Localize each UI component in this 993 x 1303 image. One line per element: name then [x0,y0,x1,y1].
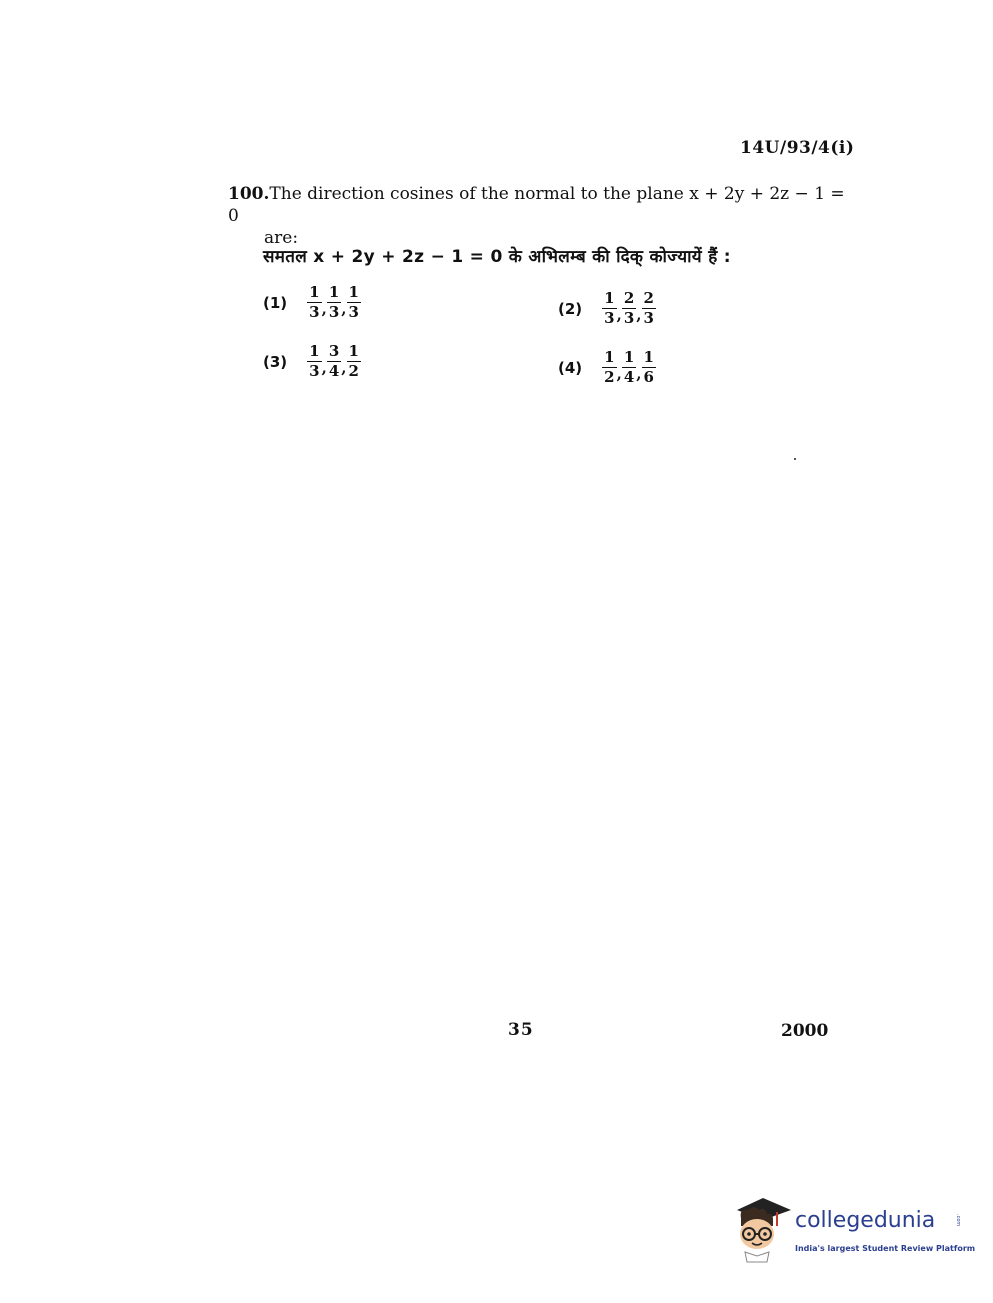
option-2 [558,290,656,327]
exam-year: 2000 [781,1021,829,1041]
denominator: 3 [348,303,359,321]
page-code: 14U/93/4(i) [740,138,855,158]
option-3 [263,343,361,380]
numerator: 1 [623,348,635,366]
comma: , [636,364,642,383]
page-number: 35 [508,1020,534,1040]
brand-name: collegedunia [795,1208,936,1233]
numerator: 1 [643,348,654,366]
comma: , [321,299,327,318]
denominator: 2 [604,368,615,386]
numerator: 2 [623,289,635,307]
denominator: 2 [348,362,359,380]
denominator: 3 [309,303,320,321]
option-1 [263,284,361,321]
denominator: 4 [328,362,340,380]
option-4 [558,349,656,386]
brand-domain-suffix: .com [955,1214,961,1227]
numerator: 1 [348,283,359,301]
option-fractions [602,349,656,386]
numerator: 1 [348,342,359,360]
fraction [347,343,361,380]
comma: , [341,358,347,377]
numerator: 1 [328,283,340,301]
comma: , [616,305,622,324]
option-label: (3) [263,352,288,371]
fraction [327,284,341,321]
fraction [347,284,361,321]
question-block [228,183,858,249]
numerator: 1 [604,348,615,366]
option-label: (4) [558,358,583,377]
comma: , [341,299,347,318]
denominator: 3 [623,309,635,327]
comma: , [636,305,642,324]
fraction [307,284,321,321]
option-fractions [602,290,656,327]
denominator: 4 [623,368,635,386]
comma: , [321,358,327,377]
question-text-english: The direction cosines of the normal to the plane x + 2y + 2z − 1 = 0 [228,184,845,226]
denominator: 3 [604,309,615,327]
scan-speck [794,458,796,460]
question-number: 100. [228,184,270,204]
fraction [642,349,656,386]
option-label: (1) [263,293,288,312]
option-fractions [307,284,361,321]
comma: , [616,364,622,383]
numerator: 3 [328,342,340,360]
option-fractions [307,343,361,380]
fraction [307,343,321,380]
fraction [642,290,656,327]
option-label: (2) [558,299,583,318]
numerator: 1 [604,289,615,307]
fraction [622,349,636,386]
collegedunia-watermark [733,1196,976,1266]
denominator: 3 [309,362,320,380]
fraction [602,349,616,386]
denominator: 3 [328,303,340,321]
denominator: 3 [643,309,654,327]
brand-tagline: India's largest Student Review Platform [795,1244,976,1253]
numerator: 1 [309,283,320,301]
numerator: 1 [309,342,320,360]
fraction [327,343,341,380]
fraction [622,290,636,327]
denominator: 6 [643,368,654,386]
fraction [602,290,616,327]
question-text-hindi: समतल x + 2y + 2z − 1 = 0 के अभिलम्ब की दिक् कोज्यायें हैं : [263,247,731,267]
question-text-english-cont: are: [264,228,299,248]
numerator: 2 [643,289,654,307]
student-mascot-icon [733,1196,793,1266]
